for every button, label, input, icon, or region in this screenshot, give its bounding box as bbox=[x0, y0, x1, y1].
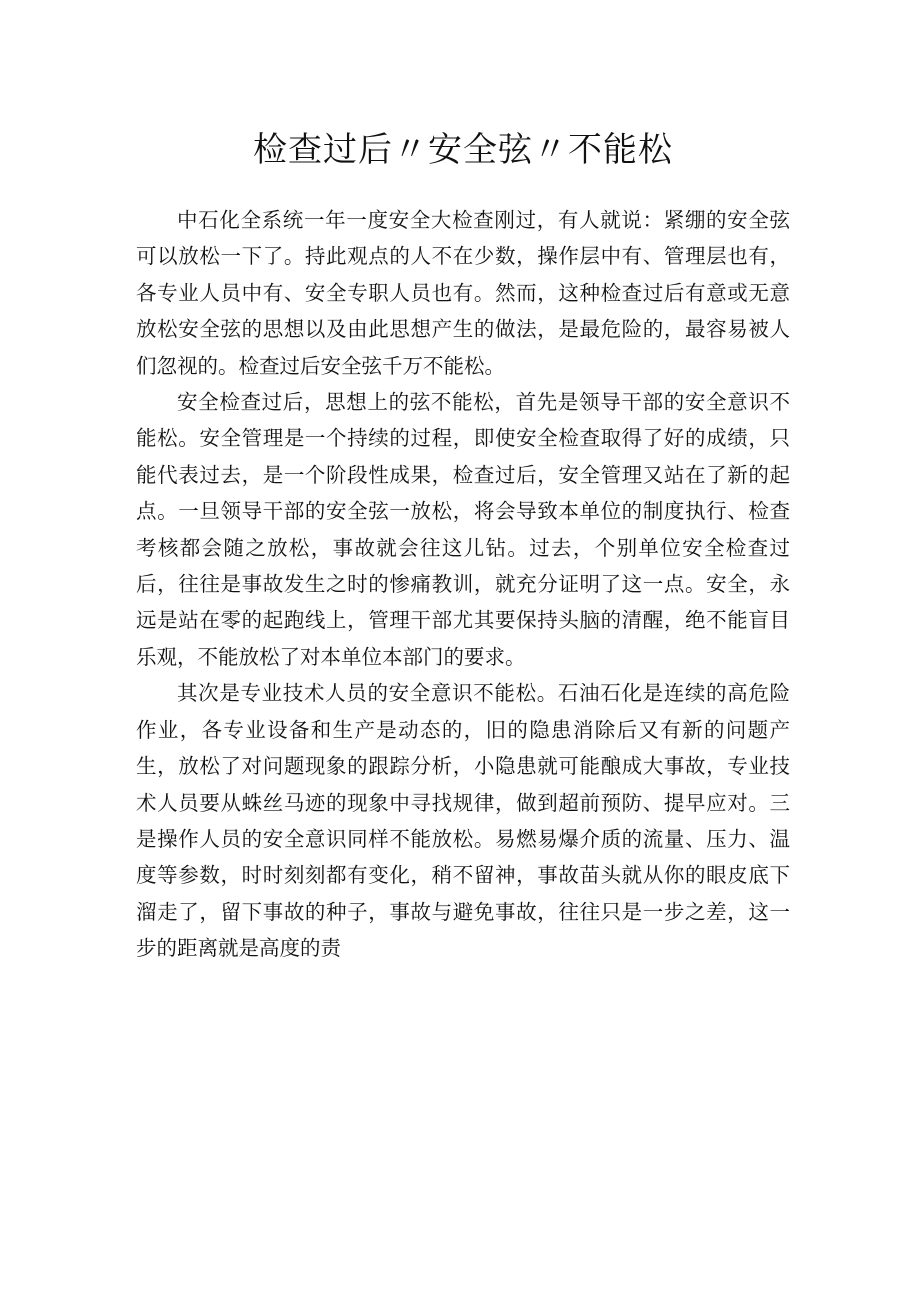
paragraph-2: 安全检查过后，思想上的弦不能松，首先是领导干部的安全意识不能松。安全管理是一个持续的过程，即使安全检查取得了好的成绩，只能代表过去，是一个阶段性成果，检查过后，安全管理又站在了新的起点。一旦领导干部的安全弦一放松，将会导致本单位的制度执行、检查考核都会随之放松，事故就会往这儿钻。过去，个别单位安全检查过后，往往是事故发生之时的惨痛教训，就充分证明了这一点。安全，永远是站在零的起跑线上，管理干部尤其要保持头脑的清醒，绝不能盲目乐观，不能放松了对本单位本部门的要求。 bbox=[136, 390, 790, 669]
document-title: 检查过后〃安全弦〃不能松 bbox=[253, 130, 673, 170]
paragraph-1: 中石化全系统一年一度安全大检查刚过，有人就说：紧绷的安全弦可以放松一下了。持此观点的人不在少数，操作层中有、管理层也有，各专业人员中有、安全专职人员也有。然而，这种检查过后有意或无意放松安全弦的思想以及由此思想产生的做法，是最危险的，最容易被人们忽视的。检查过后安全弦千万不能松。 bbox=[136, 208, 790, 378]
paragraph-3: 其次是专业技术人员的安全意识不能松。石油石化是连续的高危险作业，各专业设备和生产是动态的，旧的隐患消除后又有新的问题产生，放松了对问题现象的跟踪分析，小隐患就可能酿成大事故，专业技术人员要从蛛丝马迹的现象中寻找规律，做到超前预防、提早应对。三是操作人员的安全意识同样不能放松。易燃易爆介质的流量、压力、温度等参数，时时刻刻都有变化，稍不留神，事故苗头就从你的眼皮底下溜走了，留下事故的种子，事故与避免事故，往往只是一步之差，这一步的距离就是高度的责 bbox=[136, 681, 790, 961]
